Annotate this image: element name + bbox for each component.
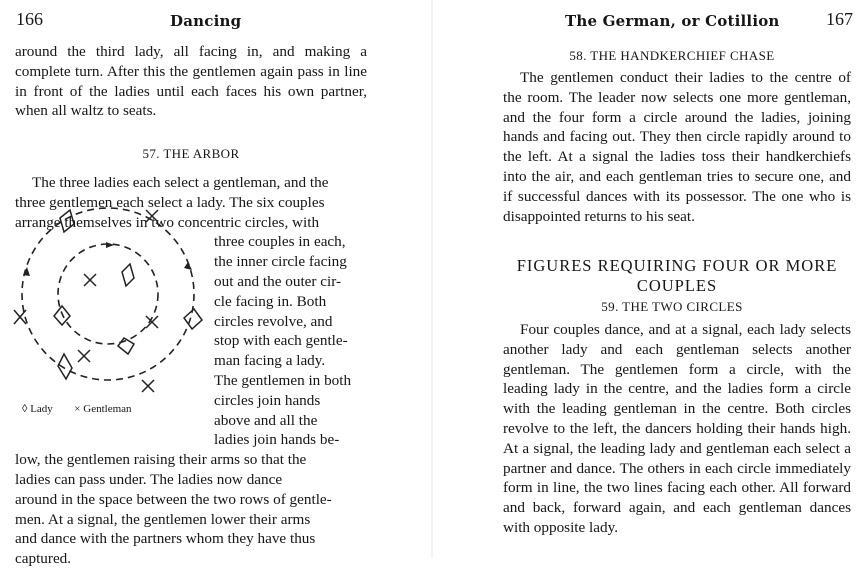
- arbor-side-line: circles join hands: [214, 391, 321, 409]
- right-running-head: The German, or Cotillion: [565, 12, 780, 30]
- arbor-line: men. At a signal, the gentlemen lower their arms: [15, 510, 311, 528]
- gentleman-legend-label: Gentleman: [83, 403, 132, 415]
- diagram-legend: [22, 403, 132, 415]
- left-continued-paragraph: around the third lady, all facing in, and making a complete turn. After this the gentlemen again pass in line in front of the ladies until each faces his own partner, when all waltz to seats.: [15, 43, 367, 120]
- arbor-side-line: above and all the: [214, 411, 318, 429]
- figures-heading: [503, 256, 851, 296]
- arbor-side-line: out and the outer cir-: [214, 272, 342, 290]
- outer-lady-marker: [184, 309, 202, 329]
- outer-lady-marker: [60, 210, 74, 232]
- outer-lady-marker: [58, 354, 72, 379]
- lady-legend-icon: ◊: [22, 403, 28, 415]
- arbor-side-line: ladies join hands be-: [214, 431, 340, 449]
- direction-arrow: [23, 267, 30, 276]
- direction-arrow: [106, 242, 114, 248]
- arbor-side-line: the inner circle facing: [214, 253, 347, 271]
- arbor-side-line: man facing a lady.: [214, 352, 326, 370]
- gentleman-legend-icon: ×: [74, 403, 81, 415]
- left-page: [0, 0, 432, 568]
- arbor-side-line: three couples in each,: [214, 233, 346, 251]
- section-57-heading: 57. THE ARBOR: [142, 146, 240, 161]
- arbor-side-line: The gentlemen in both: [214, 371, 352, 389]
- inner-lady-marker: [118, 338, 134, 354]
- figures-heading-line-1: FIGURES REQUIRING FOUR OR MORE: [516, 256, 838, 275]
- outer-circle: [22, 208, 194, 380]
- arbor-line: and dance with the partners whom they have thus: [15, 530, 316, 548]
- section-58-text: The gentlemen conduct their ladies to the centre of the room. The leader now selects one more gentleman, and the four form a circle around the ladies, joining hands and facing out. They then circle rapidly around to the left. At a signal the ladies toss their handkerchiefs into the air, and each gentleman tries to secure one, and if successful dances with its possessor. The one who is disappointed returns to his seat.: [503, 69, 851, 225]
- section-59-text: Four couples dance, and at a signal, each lady selects another lady and each gentleman selects another gentleman. The gentlemen form a circle, with the leading lady in the centre, and the ladies form a circle with the leading gentleman in the centre. Both circles revolve to the left, the dancers holding their hands high. At a signal, the leading lady and gentleman each select a partner and dance. The others in each circle immediately form in line, the two lines facing each other. All forward and back, forward again, and each gentleman dances with opposite lady.: [503, 321, 851, 536]
- arbor-line: around in the space between the two rows of gentle-: [15, 490, 332, 508]
- outer-gentleman-marker: [14, 310, 26, 324]
- inner-gentleman-marker: [84, 274, 96, 286]
- arbor-diagram: [12, 198, 212, 398]
- arbor-side-line: circles revolve, and: [214, 312, 333, 330]
- right-page: [433, 0, 865, 558]
- inner-gentleman-marker: [78, 350, 90, 362]
- arbor-line: arrange themselves in two concentric circles, with: [15, 213, 320, 231]
- section-58-heading: 58. THE HANDKERCHIEF CHASE: [569, 48, 775, 63]
- left-running-head: Dancing: [170, 12, 242, 30]
- lady-legend-label: Lady: [30, 403, 53, 415]
- section-59-heading: 59. THE TWO CIRCLES: [601, 299, 743, 314]
- figures-heading-line-2: COUPLES: [636, 276, 718, 295]
- arbor-line: low, the gentlemen raising their arms so that the: [15, 451, 307, 469]
- right-page-number: 167: [826, 9, 853, 29]
- arbor-line: ladies can pass under. The ladies now dance: [15, 470, 283, 488]
- left-page-number: 166: [16, 9, 43, 29]
- arbor-line: The three ladies each select a gentleman, and the: [32, 174, 329, 191]
- arbor-line: captured.: [15, 550, 72, 568]
- arbor-side-line: cle facing in. Both: [214, 292, 327, 310]
- arbor-line: three gentlemen each select a lady. The six couples: [15, 193, 325, 211]
- arbor-side-line: stop with each gentle-: [214, 332, 348, 350]
- direction-arrow: [184, 262, 192, 270]
- outer-gentleman-marker: [142, 380, 154, 392]
- inner-circle: [58, 244, 158, 344]
- inner-lady-marker: [122, 264, 134, 286]
